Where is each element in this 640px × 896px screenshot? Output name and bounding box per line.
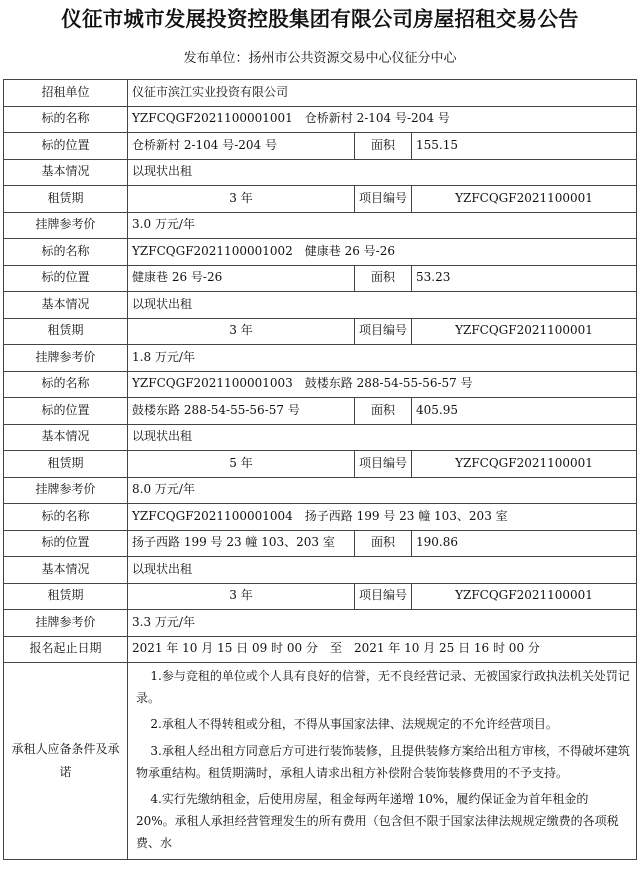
label-term: 租赁期	[4, 186, 128, 213]
value-project-no: YZFCQGF2021100001	[412, 318, 637, 345]
row-status	[4, 557, 637, 584]
publisher-line: 发布单位：扬州市公共资源交易中心仪征分中心	[183, 51, 457, 66]
label-status: 基本情况	[4, 557, 128, 584]
label-term: 租赁期	[4, 318, 128, 345]
row-status	[4, 292, 637, 319]
row-location	[4, 133, 637, 160]
value-status: 以现状出租	[128, 159, 637, 186]
label-project-no: 项目编号	[355, 318, 412, 345]
label-name: 标的名称	[4, 239, 128, 266]
label-price: 挂牌参考价	[4, 212, 128, 239]
label-location: 标的位置	[4, 398, 128, 425]
value-term: 3 年	[128, 186, 355, 213]
label-conditions: 承租人应备条件及承诺	[4, 663, 128, 860]
label-project-no: 项目编号	[355, 451, 412, 478]
value-term: 3 年	[128, 583, 355, 610]
row-name	[4, 106, 637, 133]
label-location: 标的位置	[4, 265, 128, 292]
row-name	[4, 371, 637, 398]
label-location: 标的位置	[4, 530, 128, 557]
label-status: 基本情况	[4, 159, 128, 186]
row-term	[4, 583, 637, 610]
notice-table	[3, 79, 637, 860]
value-location: 扬子西路 199 号 23 幢 103、203 室	[128, 530, 355, 557]
label-area: 面积	[355, 265, 412, 292]
label-term: 租赁期	[4, 451, 128, 478]
value-area: 53.23	[412, 265, 637, 292]
row-conditions	[4, 663, 637, 860]
value-project-no: YZFCQGF2021100001	[412, 451, 637, 478]
value-status: 以现状出租	[128, 557, 637, 584]
label-name: 标的名称	[4, 504, 128, 531]
label-price: 挂牌参考价	[4, 345, 128, 372]
value-term: 3 年	[128, 318, 355, 345]
value-price: 8.0 万元/年	[128, 477, 637, 504]
label-area: 面积	[355, 530, 412, 557]
condition-item: 1.参与竞租的单位或个人具有良好的信誉，无不良经营记录、无被国家行政执法机关处罚记录。	[136, 669, 630, 706]
value-term: 5 年	[128, 451, 355, 478]
row-name	[4, 239, 637, 266]
row-status	[4, 159, 637, 186]
label-price: 挂牌参考价	[4, 477, 128, 504]
label-lessor: 招租单位	[4, 80, 128, 107]
row-term	[4, 318, 637, 345]
value-location: 仓桥新村 2-104 号-204 号	[128, 133, 355, 160]
condition-item: 2.承租人不得转租或分租，不得从事国家法律、法规规定的不允许经营项目。	[150, 717, 558, 732]
notice-table-body	[4, 80, 637, 860]
label-project-no: 项目编号	[355, 583, 412, 610]
label-name: 标的名称	[4, 371, 128, 398]
label-period: 报名起止日期	[4, 636, 128, 663]
value-price: 3.3 万元/年	[128, 610, 637, 637]
row-lessor	[4, 80, 637, 107]
value-status: 以现状出租	[128, 292, 637, 319]
conditions-list	[128, 663, 637, 860]
value-name: YZFCQGF2021100001003 鼓楼东路 288-54-55-56-57 号	[128, 371, 637, 398]
row-term	[4, 451, 637, 478]
label-term: 租赁期	[4, 583, 128, 610]
value-name: YZFCQGF2021100001004 扬子西路 199 号 23 幢 103、203 室	[128, 504, 637, 531]
value-name: YZFCQGF2021100001002 健康巷 26 号-26	[128, 239, 637, 266]
value-location: 健康巷 26 号-26	[128, 265, 355, 292]
row-status	[4, 424, 637, 451]
value-lessor: 仪征市滨江实业投资有限公司	[128, 80, 637, 107]
value-project-no: YZFCQGF2021100001	[412, 186, 637, 213]
row-location	[4, 398, 637, 425]
value-area: 190.86	[412, 530, 637, 557]
value-status: 以现状出租	[128, 424, 637, 451]
label-name: 标的名称	[4, 106, 128, 133]
value-location: 鼓楼东路 288-54-55-56-57 号	[128, 398, 355, 425]
row-price	[4, 212, 637, 239]
row-location	[4, 530, 637, 557]
label-location: 标的位置	[4, 133, 128, 160]
condition-item: 4.实行先缴纳租金，后使用房屋，租金每两年递增 10%，履约保证金为首年租金的 20%。承租人承担经营管理发生的所有费用（包含但不限于国家法律法规规定缴费的各项税费、水	[136, 791, 619, 851]
page-title: 仪征市城市发展投资控股集团有限公司房屋招租交易公告	[61, 7, 579, 31]
label-project-no: 项目编号	[355, 186, 412, 213]
row-price	[4, 610, 637, 637]
row-name	[4, 504, 637, 531]
label-area: 面积	[355, 133, 412, 160]
label-price: 挂牌参考价	[4, 610, 128, 637]
label-status: 基本情况	[4, 424, 128, 451]
row-location	[4, 265, 637, 292]
label-status: 基本情况	[4, 292, 128, 319]
value-area: 155.15	[412, 133, 637, 160]
value-price: 3.0 万元/年	[128, 212, 637, 239]
value-project-no: YZFCQGF2021100001	[412, 583, 637, 610]
label-area: 面积	[355, 398, 412, 425]
value-price: 1.8 万元/年	[128, 345, 637, 372]
value-area: 405.95	[412, 398, 637, 425]
row-period	[4, 636, 637, 663]
row-term	[4, 186, 637, 213]
value-period: 2021 年 10 月 15 日 09 时 00 分 至 2021 年 10 月 25 日 16 时 00 分	[128, 636, 637, 663]
row-price	[4, 345, 637, 372]
row-price	[4, 477, 637, 504]
value-name: YZFCQGF2021100001001 仓桥新村 2-104 号-204 号	[128, 106, 637, 133]
condition-item: 3.承租人经出租方同意后方可进行装饰装修，且提供装修方案给出租方审核，不得破坏建筑物承重结构。租赁期满时，承租人请求出租方补偿附合装饰装修费用的不予支持。	[136, 743, 630, 780]
